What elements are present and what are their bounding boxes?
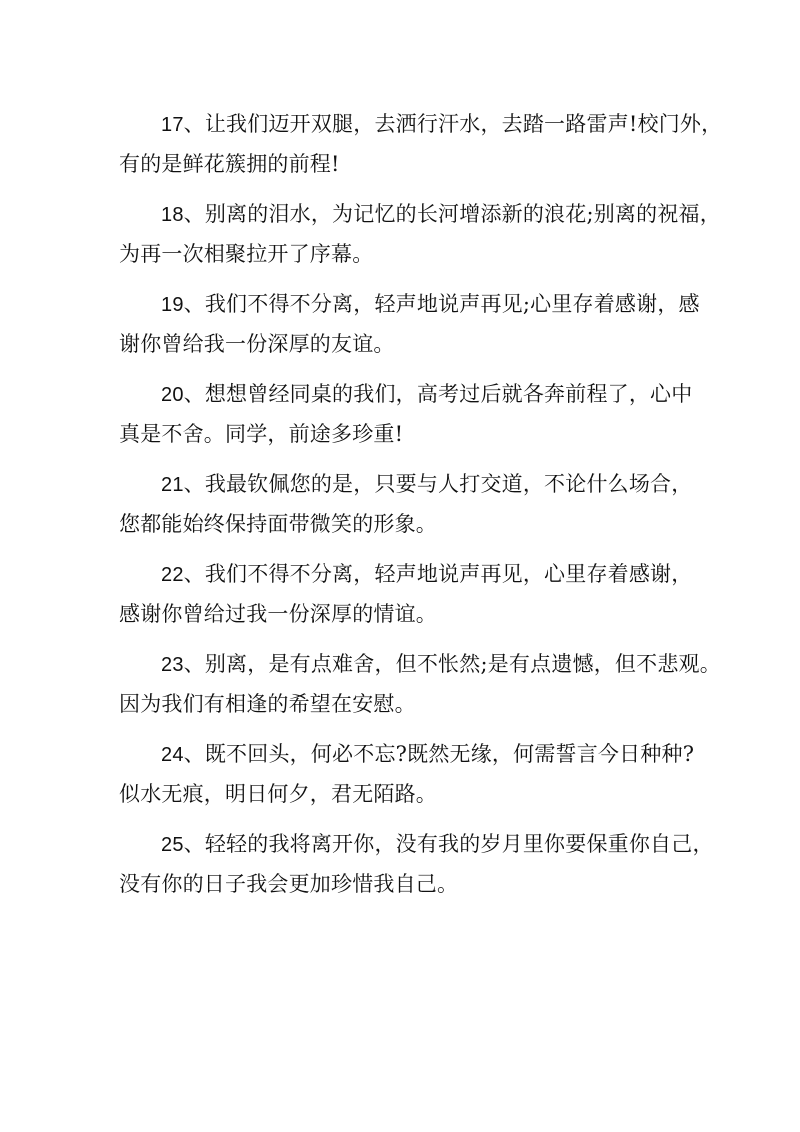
paragraph-19	[119, 284, 700, 364]
paragraph-first-line	[119, 284, 700, 324]
document-page	[119, 104, 723, 914]
paragraph-24	[119, 734, 695, 814]
paragraph-continuation-line: 为再一次相聚拉开了序幕。	[119, 242, 374, 266]
paragraph-continuation-line: 有的是鲜花簇拥的前程!	[119, 152, 340, 176]
item-number: 17	[161, 114, 184, 136]
paragraph-continuation-line: 似水无痕，明日何夕，君无陌路。	[119, 782, 437, 806]
paragraph-18	[119, 194, 721, 274]
paragraph-text: 、让我们迈开双腿，去洒行汗水，去踏一路雷声!校门外，	[183, 112, 723, 136]
item-number: 18	[161, 204, 184, 226]
paragraph-first-line	[119, 734, 695, 774]
paragraph-continuation-line: 您都能始终保持面带微笑的形象。	[119, 512, 437, 536]
item-number: 25	[161, 834, 184, 856]
paragraph-text: 、我最钦佩您的是，只要与人打交道，不论什么场合，	[183, 472, 693, 496]
paragraph-22	[119, 554, 693, 634]
paragraph-first-line	[119, 464, 693, 504]
paragraph-text: 、轻轻的我将离开你，没有我的岁月里你要保重你自己，	[183, 832, 714, 856]
paragraph-first-line	[119, 644, 721, 684]
item-number: 23	[161, 654, 184, 676]
paragraph-17	[119, 104, 723, 184]
paragraph-21	[119, 464, 693, 544]
item-number: 24	[161, 744, 184, 766]
paragraph-text: 、我们不得不分离，轻声地说声再见;心里存着感谢，感	[183, 292, 700, 316]
paragraph-first-line	[119, 824, 714, 864]
paragraph-continuation-line: 因为我们有相逢的希望在安慰。	[119, 692, 416, 716]
paragraph-first-line	[119, 194, 721, 234]
item-number: 19	[161, 294, 184, 316]
paragraph-25	[119, 824, 714, 904]
paragraph-text: 、想想曾经同桌的我们，高考过后就各奔前程了，心中	[183, 382, 693, 406]
paragraph-text: 、既不回头，何必不忘?既然无缘，何需誓言今日种种?	[183, 742, 695, 766]
item-number: 22	[161, 564, 184, 586]
paragraph-first-line	[119, 374, 693, 414]
paragraph-first-line	[119, 104, 723, 144]
paragraph-continuation-line: 没有你的日子我会更加珍惜我自己。	[119, 872, 459, 896]
paragraph-continuation-line: 感谢你曾给过我一份深厚的情谊。	[119, 602, 437, 626]
paragraph-text: 、别离的泪水，为记忆的长河增添新的浪花;别离的祝福，	[183, 202, 721, 226]
item-number: 20	[161, 384, 184, 406]
paragraph-text: 、别离，是有点难舍，但不怅然;是有点遗憾，但不悲观。	[183, 652, 721, 676]
paragraph-first-line	[119, 554, 693, 594]
paragraph-text: 、我们不得不分离，轻声地说声再见，心里存着感谢，	[183, 562, 693, 586]
paragraph-continuation-line: 谢你曾给我一份深厚的友谊。	[119, 332, 395, 356]
paragraph-continuation-line: 真是不舍。同学，前途多珍重!	[119, 422, 404, 446]
paragraph-23	[119, 644, 721, 724]
item-number: 21	[161, 474, 184, 496]
paragraph-20	[119, 374, 693, 454]
